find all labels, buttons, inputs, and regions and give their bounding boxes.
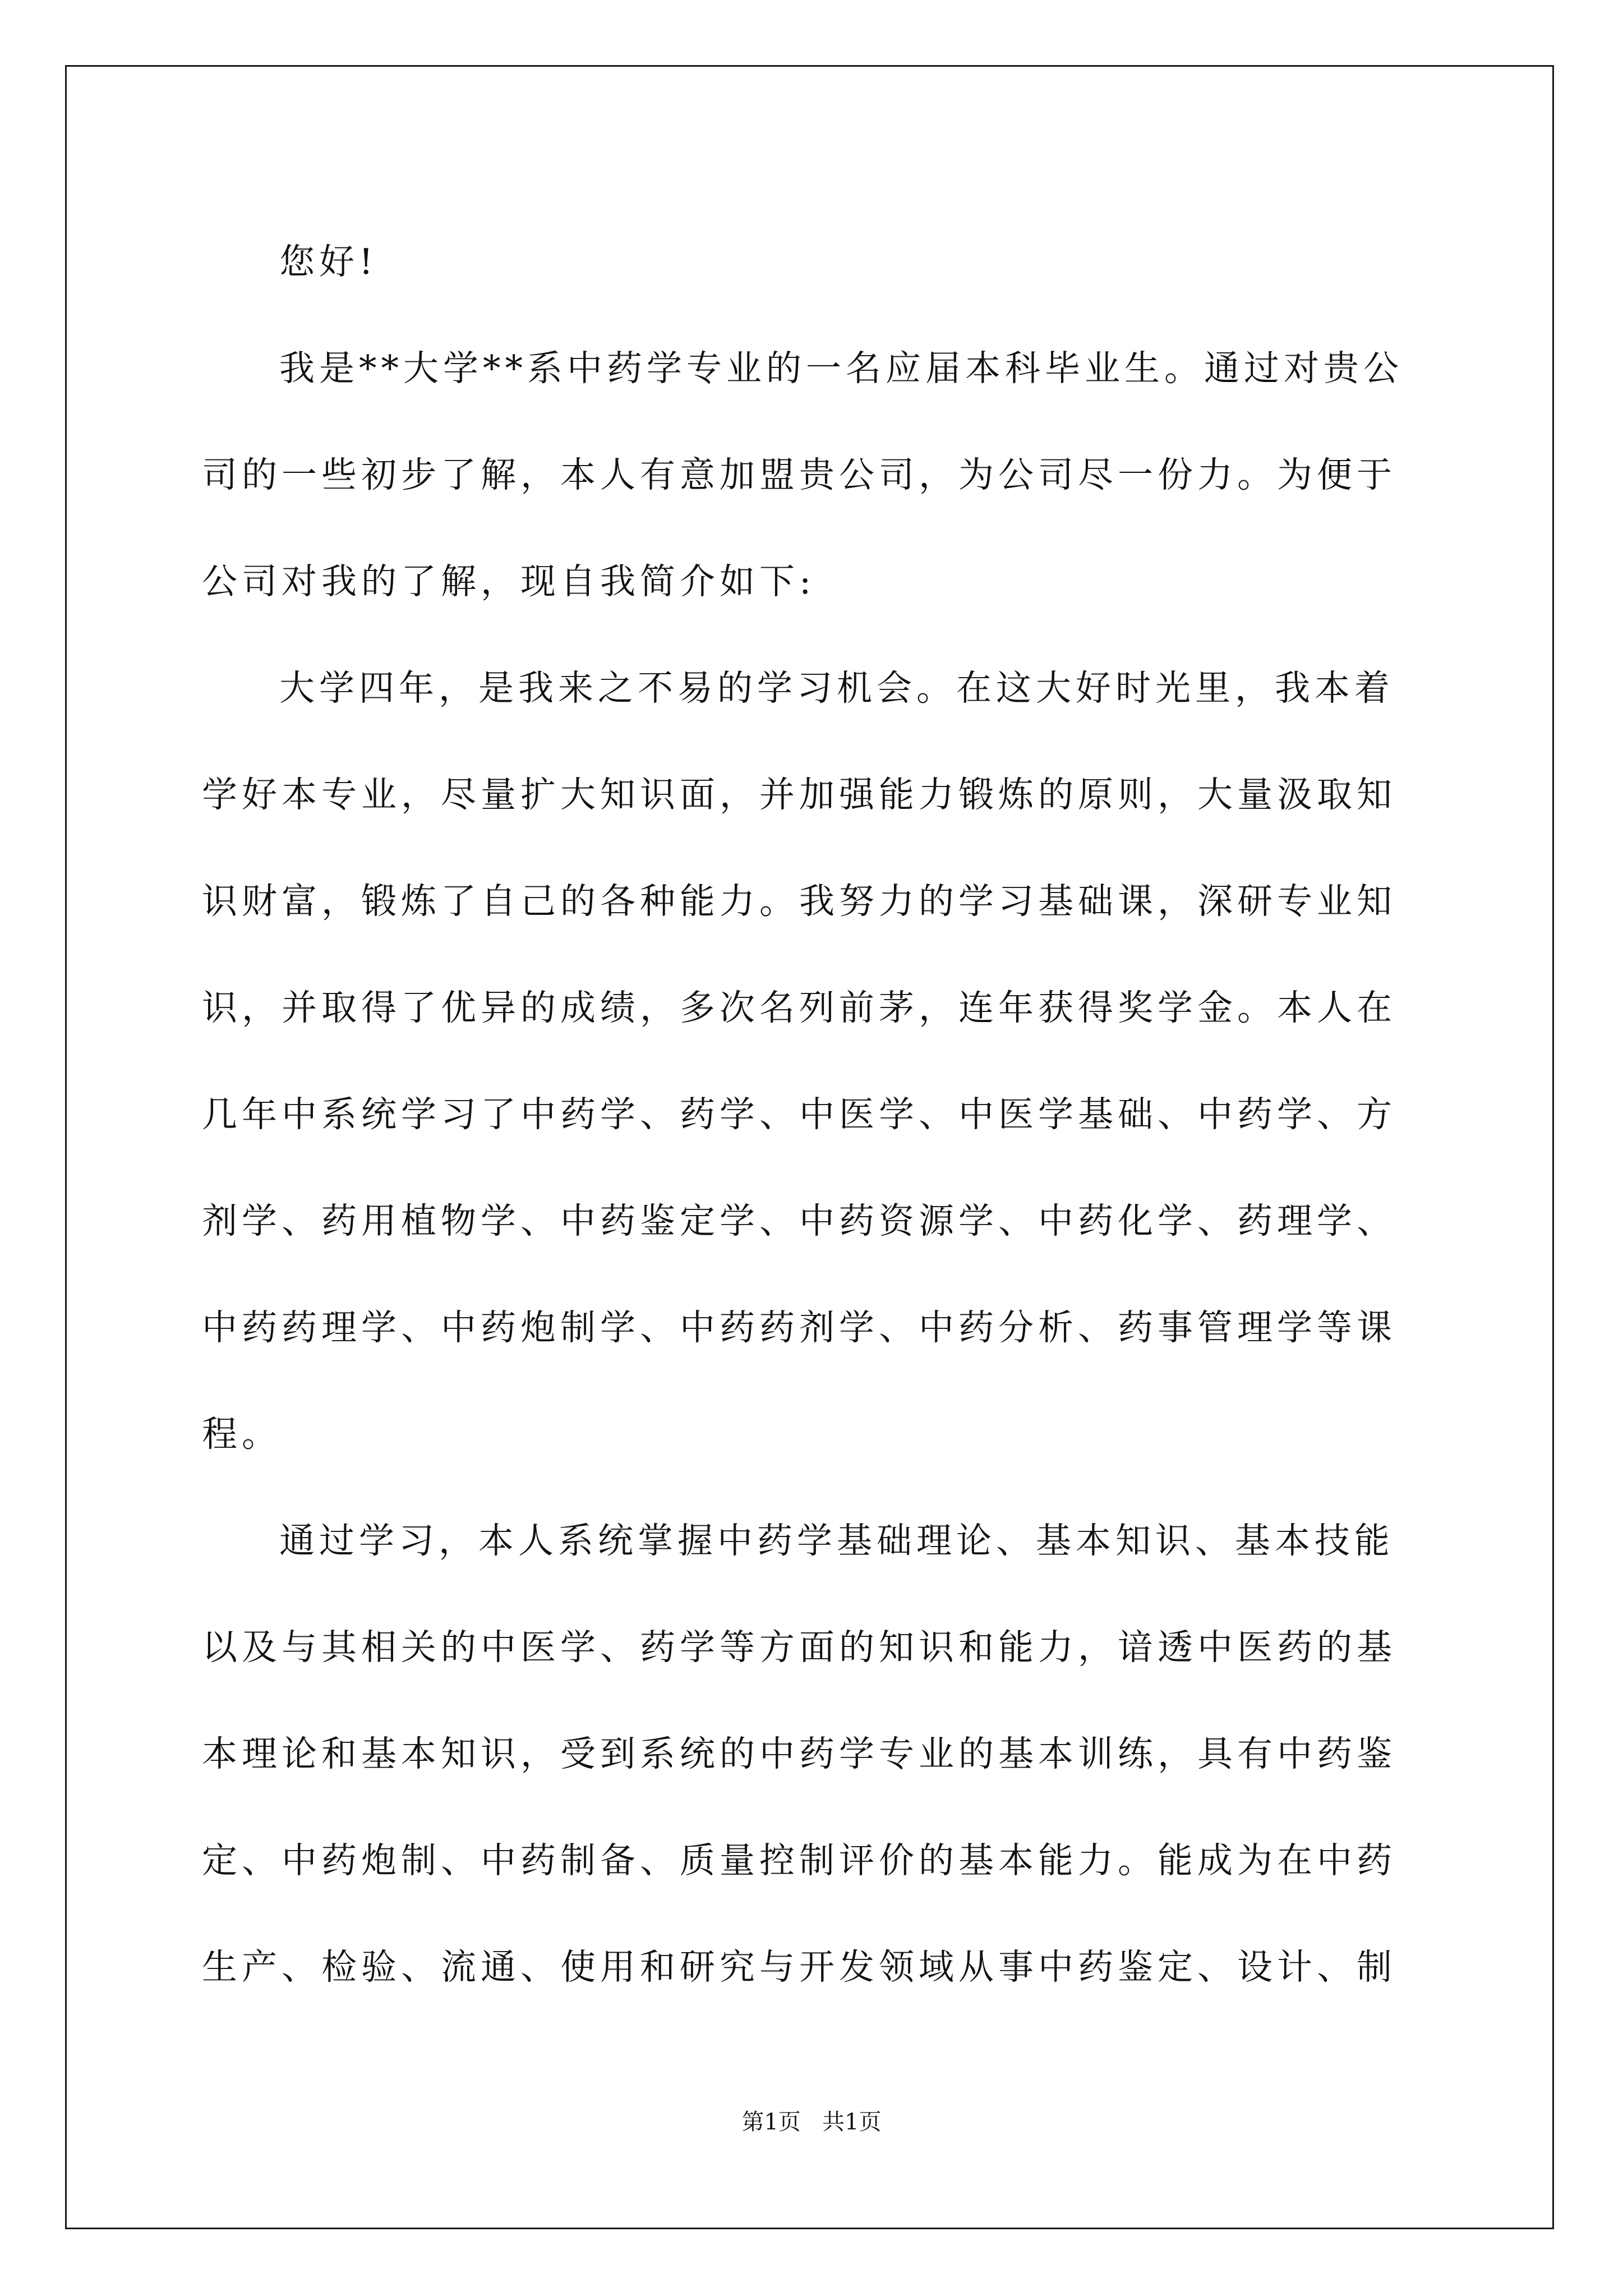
text-line: 识，并取得了优异的成绩，多次名列前茅，连年获得奖学金。本人在	[202, 987, 1396, 1028]
text-line: 定、中药炮制、中药制备、质量控制评价的基本能力。能成为在中药	[202, 1840, 1396, 1881]
text-line: 几年中系统学习了中药学、药学、中医学、中医学基础、中药学、方	[202, 1094, 1396, 1135]
text-line: 中药药理学、中药炮制学、中药药剂学、中药分析、药事管理学等课	[202, 1307, 1396, 1348]
text-line: 剂学、药用植物学、中药鉴定学、中药资源学、中药化学、药理学、	[202, 1200, 1396, 1241]
paragraph-university-study	[202, 635, 1424, 1488]
text-line: 学好本专业，尽量扩大知识面，并加强能力锻炼的原则，大量汲取知	[202, 774, 1396, 815]
text-line: 以及与其相关的中医学、药学等方面的知识和能力，谙透中医药的基	[202, 1627, 1396, 1668]
page-number-label: 第1页 共1页	[741, 2109, 882, 2135]
text-line: 识财富，锻炼了自己的各种能力。我努力的学习基础课，深研专业知	[202, 881, 1396, 922]
page-footer	[0, 2108, 1623, 2136]
paragraph-greeting	[202, 209, 1424, 315]
text-line: 通过学习，本人系统掌握中药学基础理论、基本知识、基本技能	[279, 1520, 1394, 1561]
document-body	[202, 209, 1424, 2021]
paragraph-introduction	[202, 315, 1424, 635]
paragraph-skills	[202, 1488, 1424, 2021]
text-line: 大学四年，是我来之不易的学习机会。在这大好时光里，我本着	[279, 668, 1394, 708]
text-line: 程。	[202, 1414, 282, 1455]
text-line: 生产、检验、流通、使用和研究与开发领域从事中药鉴定、设计、制	[202, 1947, 1396, 1987]
text-line: 您好!	[279, 241, 378, 282]
text-line: 公司对我的了解，现自我简介如下:	[202, 561, 816, 602]
text-line: 司的一些初步了解，本人有意加盟贵公司，为公司尽一份力。为便于	[202, 454, 1396, 495]
text-line: 本理论和基本知识，受到系统的中药学专业的基本训练，具有中药鉴	[202, 1733, 1396, 1774]
text-line: 我是**大学**系中药学专业的一名应届本科毕业生。通过对贵公	[279, 348, 1403, 389]
